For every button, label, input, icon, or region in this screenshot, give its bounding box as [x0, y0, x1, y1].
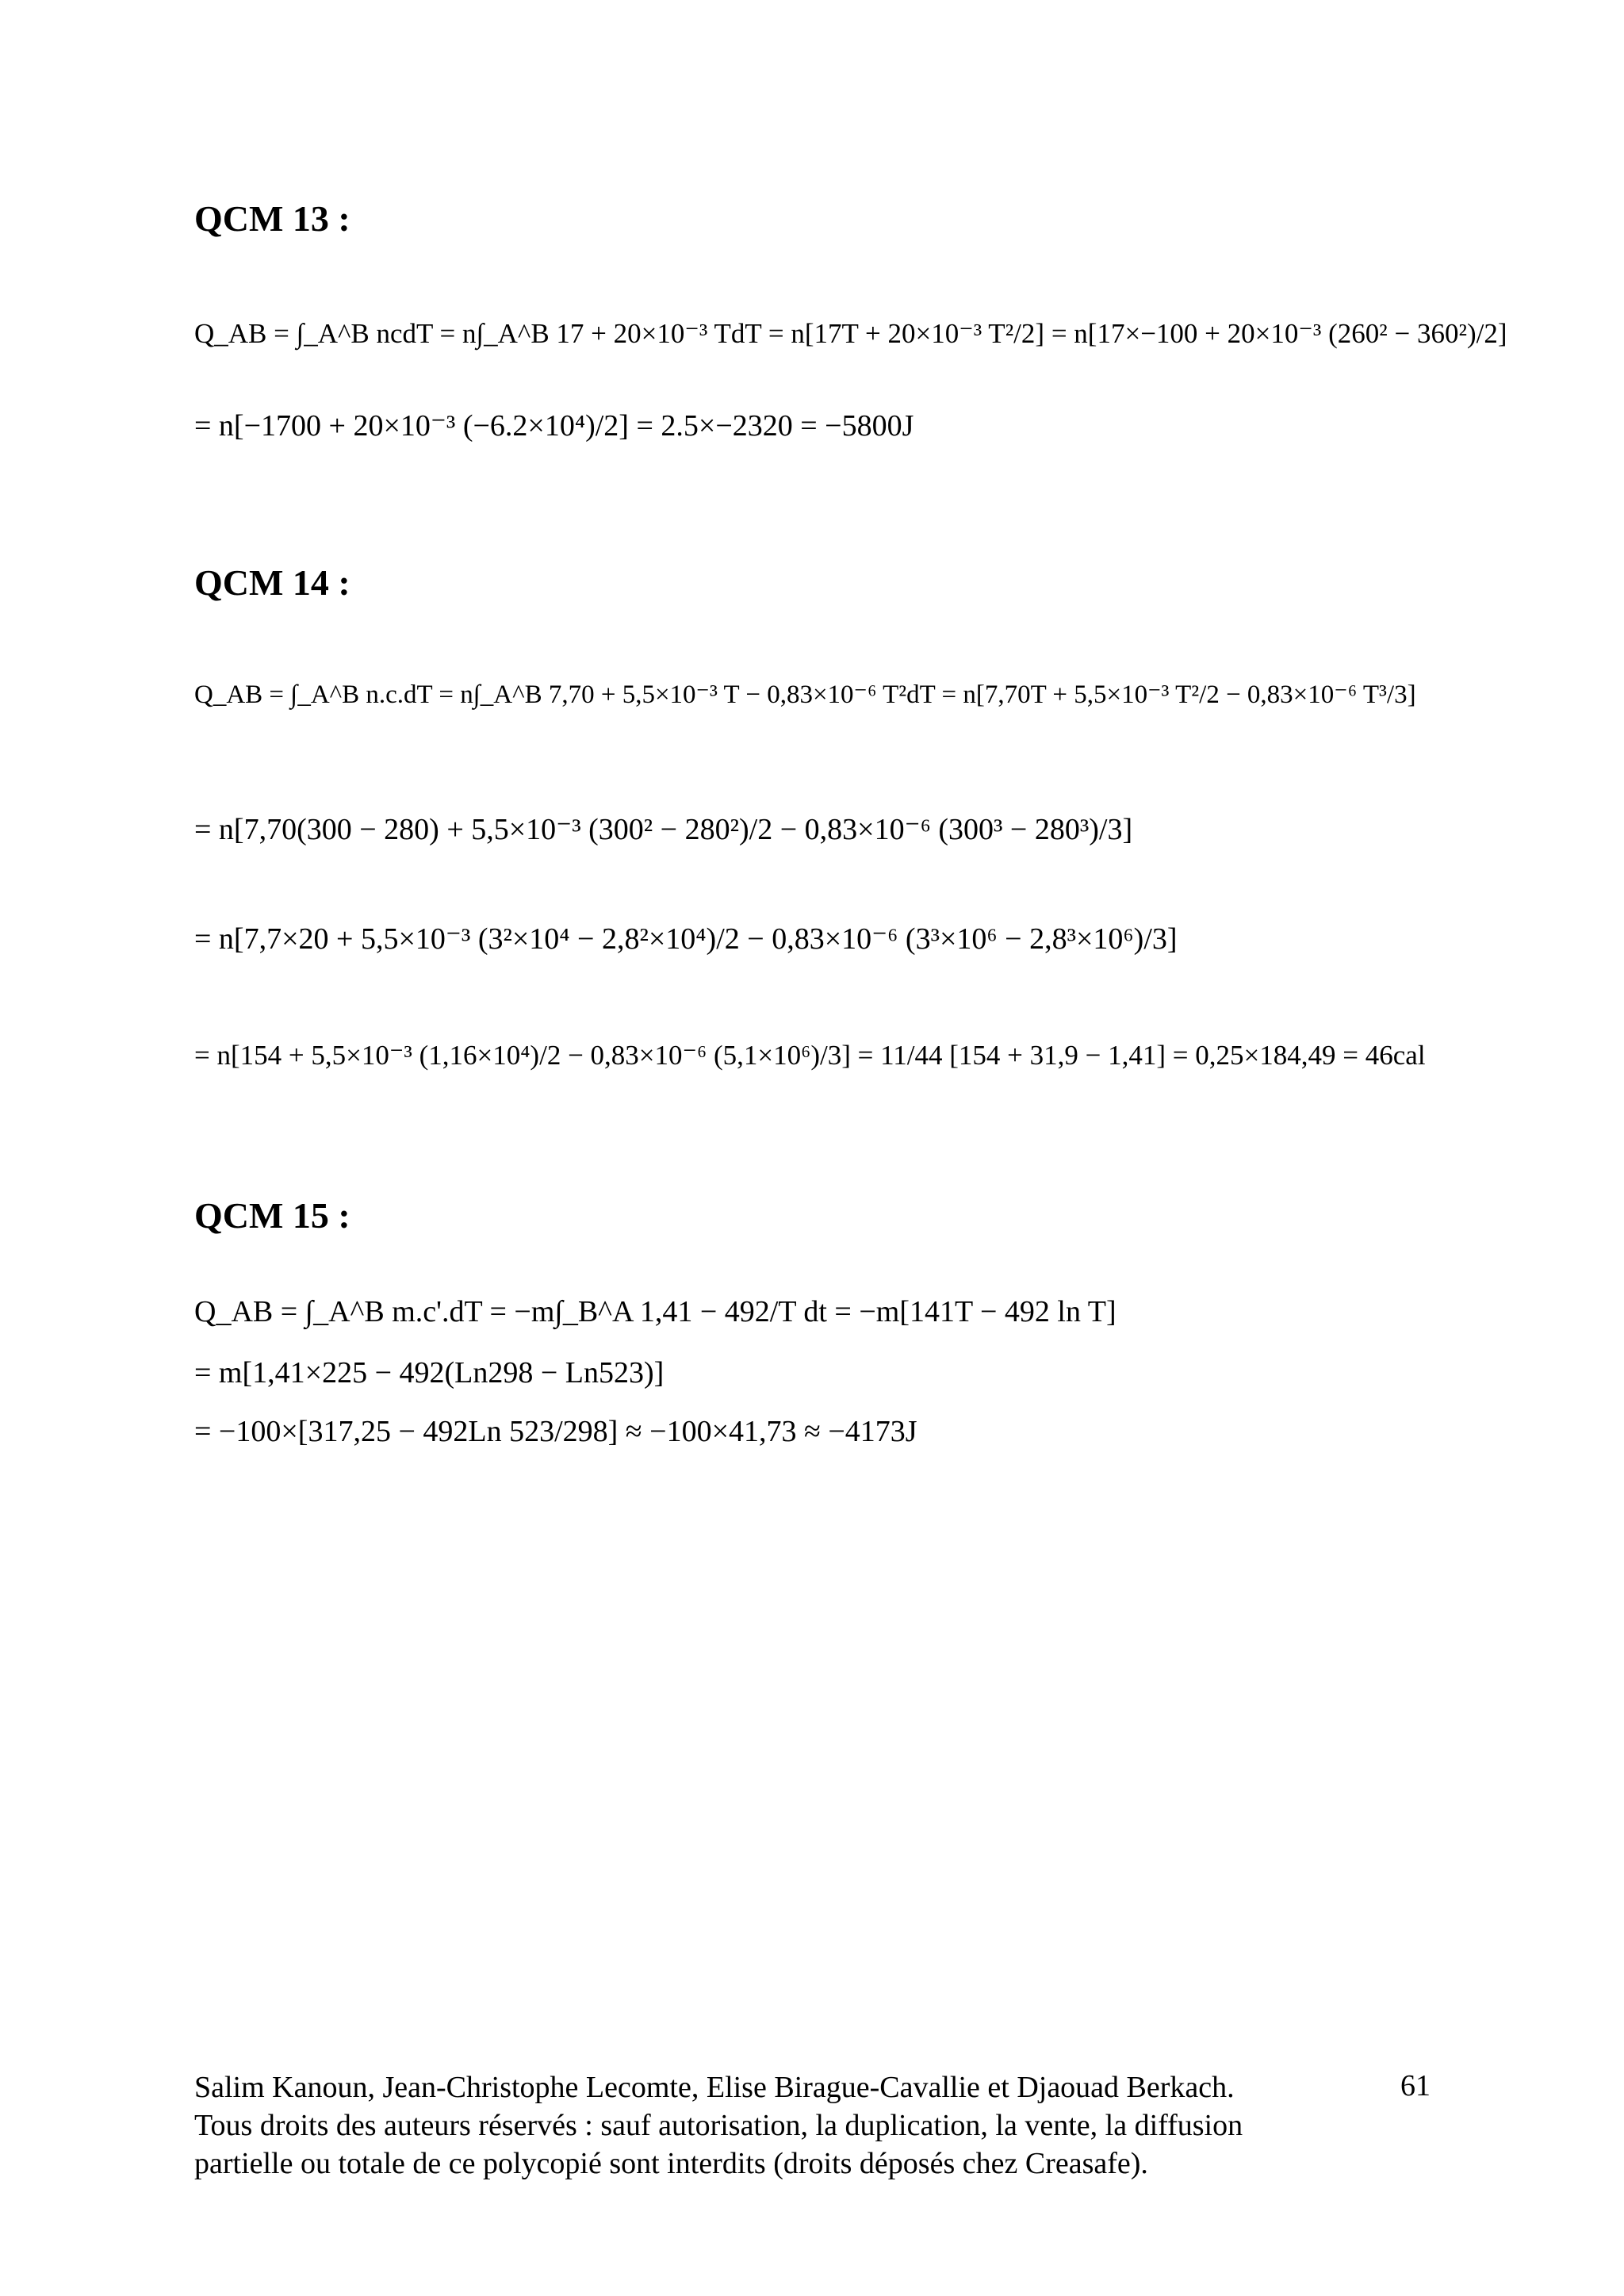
section-heading-qcm14: QCM 14 :: [194, 562, 350, 603]
equation-qcm13-line1: Q_AB = ∫_A^B ncdT = n∫_A^B 17 + 20×10⁻³ TdT = n[17T + 20×10⁻³ T²/2] = n[17×−100 + 20×10⁻³ (260² − 360²)/2]: [194, 318, 1507, 349]
equation-qcm15-line3: = −100×[317,25 − 492Ln 523/298] ≈ −100×41,73 ≈ −4173J: [194, 1415, 917, 1448]
section-heading-qcm15: QCM 15 :: [194, 1195, 350, 1236]
equation-qcm15-line2: = m[1,41×225 − 492(Ln298 − Ln523)]: [194, 1356, 665, 1389]
section-heading-qcm13: QCM 13 :: [194, 198, 350, 239]
equation-qcm13-line2: = n[−1700 + 20×10⁻³ (−6.2×10⁴)/2] = 2.5×−2320 = −5800J: [194, 409, 914, 443]
footer-copyright-line1: Tous droits des auteurs réservés : sauf autorisation, la duplication, la vente, la diffusion: [194, 2109, 1243, 2142]
equation-qcm14-line2: = n[7,70(300 − 280) + 5,5×10⁻³ (300² − 280²)/2 − 0,83×10⁻⁶ (300³ − 280³)/3]: [194, 813, 1133, 846]
footer-authors: Salim Kanoun, Jean-Christophe Lecomte, Elise Birague-Cavallie et Djaouad Berkach.: [194, 2071, 1235, 2104]
page-number: 61: [1400, 2069, 1431, 2102]
equation-qcm14-line4: = n[154 + 5,5×10⁻³ (1,16×10⁴)/2 − 0,83×10⁻⁶ (5,1×10⁶)/3] = 11/44 [154 + 31,9 − 1,41] = 0,25×184,49 = 46cal: [194, 1040, 1426, 1071]
equation-qcm15-line1: Q_AB = ∫_A^B m.c'.dT = −m∫_B^A 1,41 − 492/T dt = −m[141T − 492 ln T]: [194, 1295, 1116, 1328]
footer-copyright-line2: partielle ou totale de ce polycopié sont interdits (droits déposés chez Creasafe).: [194, 2147, 1148, 2180]
equation-qcm14-line3: = n[7,7×20 + 5,5×10⁻³ (3²×10⁴ − 2,8²×10⁴)/2 − 0,83×10⁻⁶ (3³×10⁶ − 2,8³×10⁶)/3]: [194, 922, 1178, 956]
equation-qcm14-line1: Q_AB = ∫_A^B n.c.dT = n∫_A^B 7,70 + 5,5×10⁻³ T − 0,83×10⁻⁶ T²dT = n[7,70T + 5,5×10⁻³ T²/2 − 0,83×10⁻⁶ T³/3]: [194, 680, 1416, 709]
